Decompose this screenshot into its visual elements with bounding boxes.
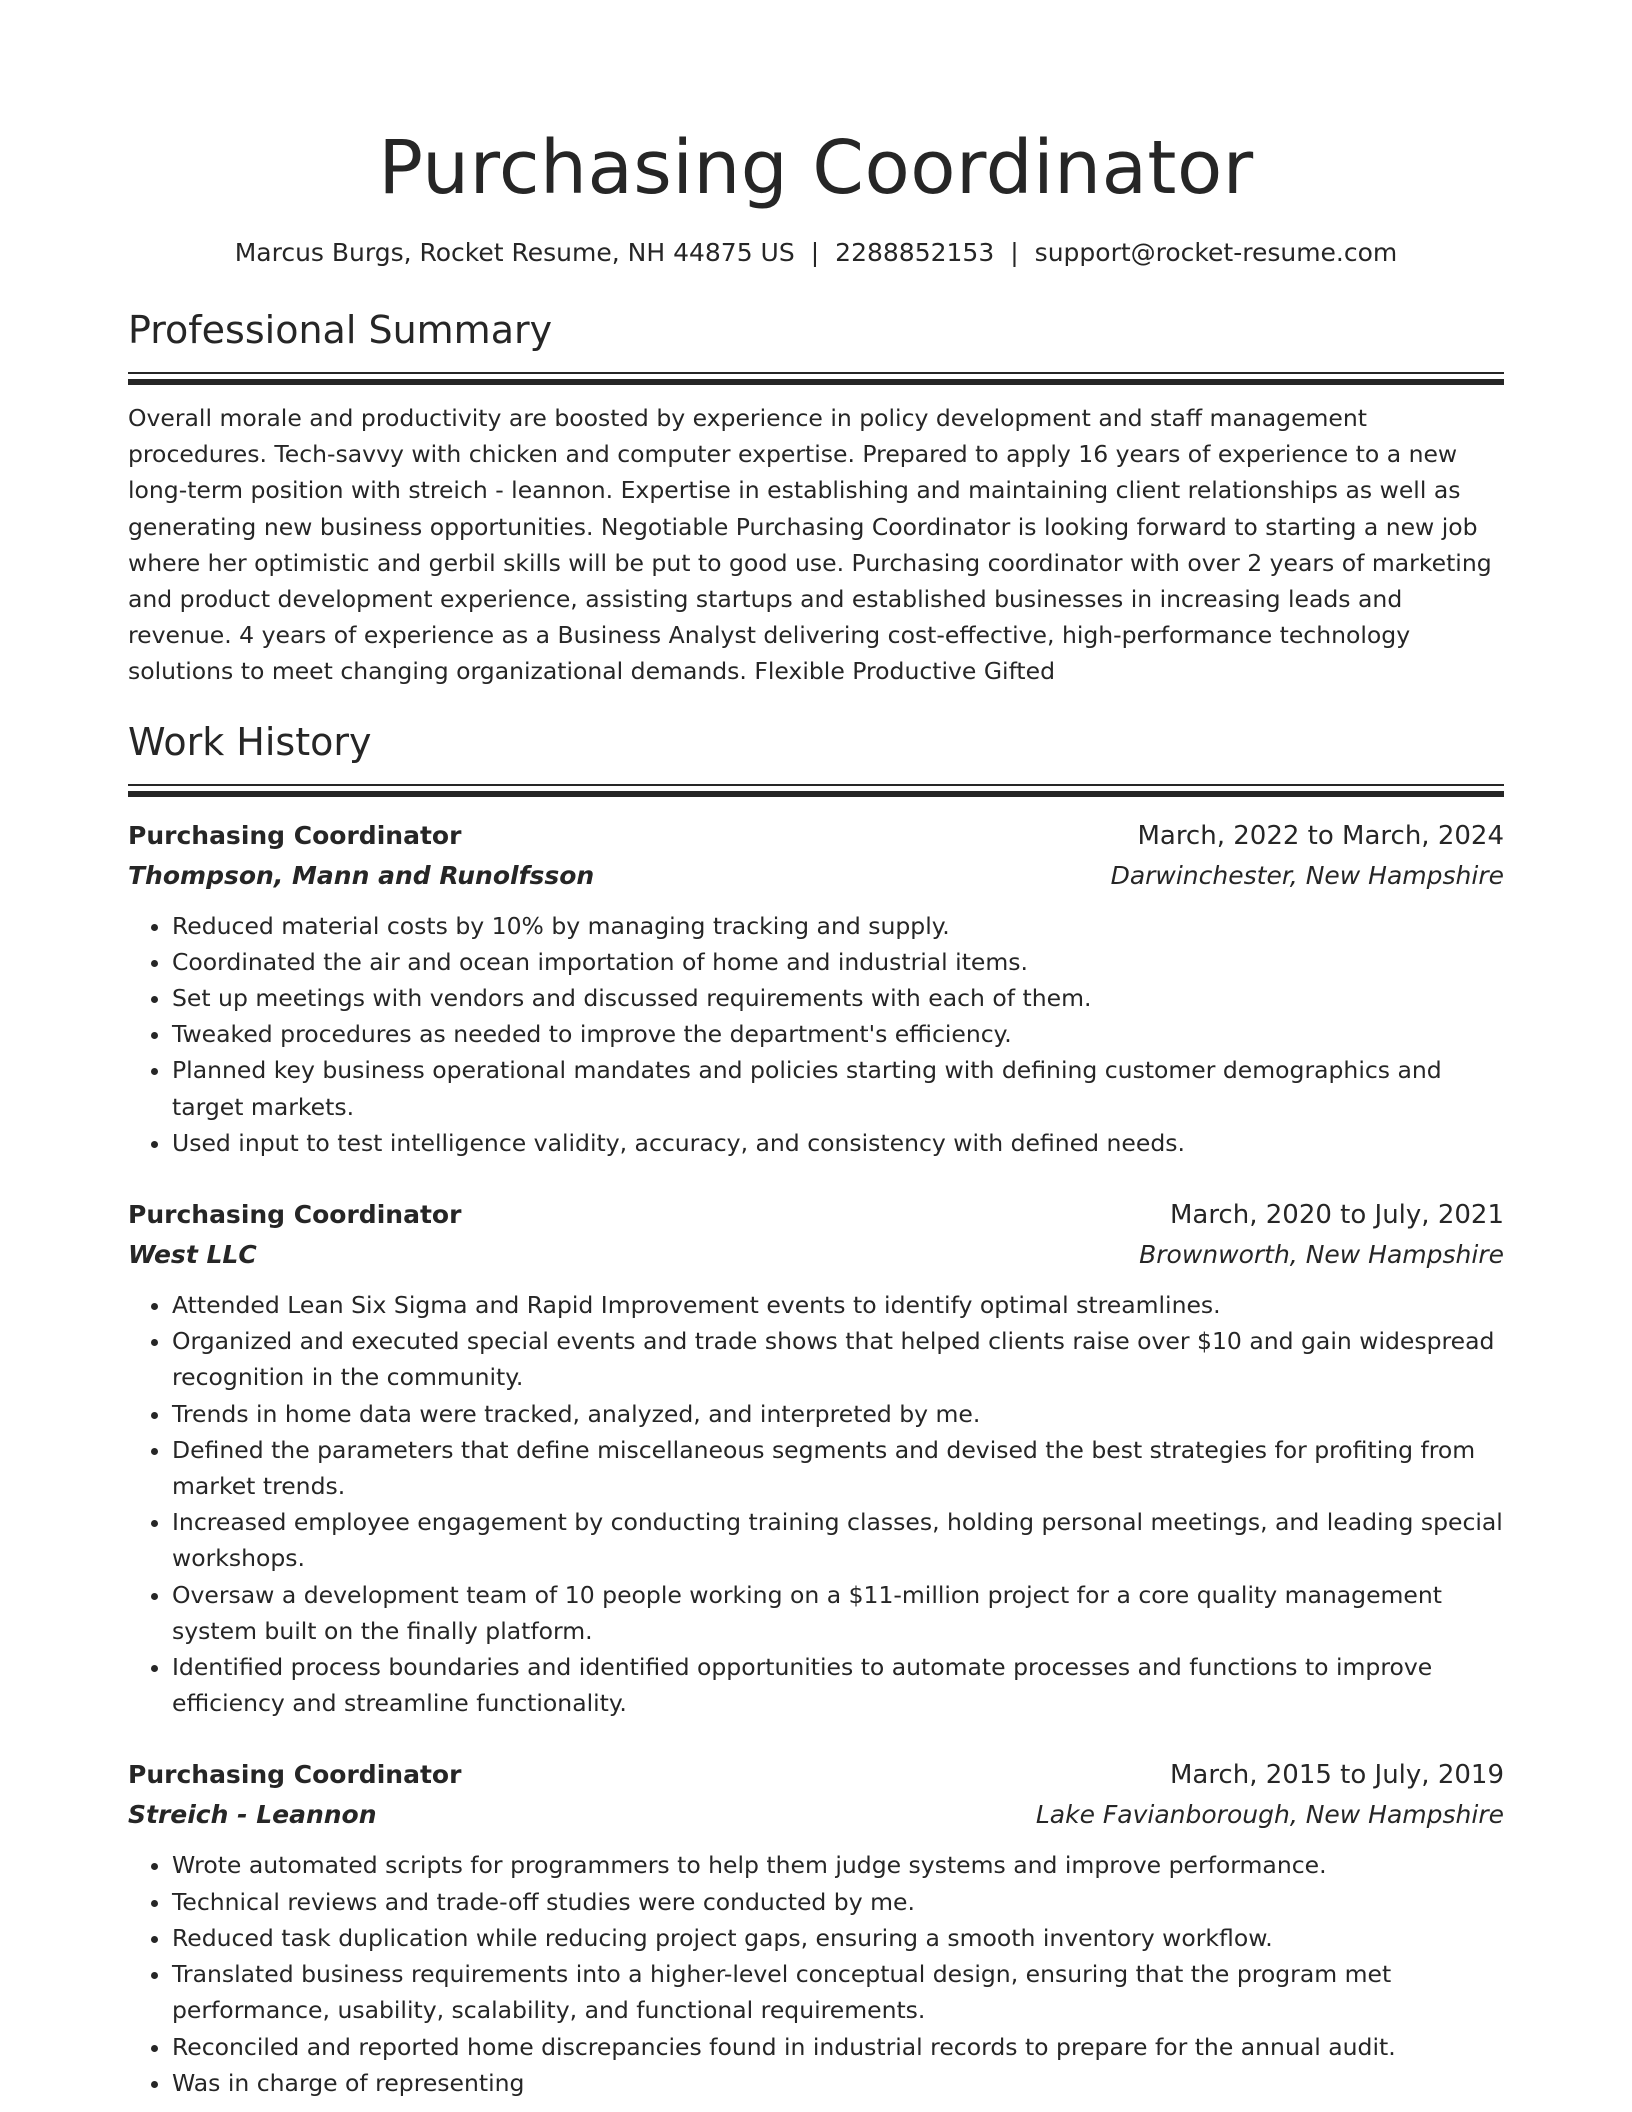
job-location: Lake Favianborough, New Hampshire: [1035, 1800, 1504, 1830]
job-location: Brownworth, New Hampshire: [1139, 1240, 1504, 1270]
job-title: Purchasing Coordinator: [128, 820, 462, 850]
job-bullet-list: [128, 1287, 1504, 1721]
job-title: Purchasing Coordinator: [128, 1760, 462, 1790]
job-bullet: • Identified process boundaries and identified opportunities to automate processes and functions to improve efficiency and streamline functionality.: [172, 1649, 1504, 1721]
job-bullet: • Attended Lean Six Sigma and Rapid Improvement events to identify optimal streamlines.: [172, 1287, 1504, 1323]
resume-title: Purchasing Coordinator: [378, 125, 1254, 211]
professional-summary-section: [128, 306, 1504, 690]
job-bullet: • Tweaked procedures as needed to improve the department's efficiency.: [172, 1016, 1504, 1052]
job-bullet: • Wrote automated scripts for programmers to help them judge systems and improve performance.: [172, 1847, 1504, 1883]
job-header-row: [128, 816, 1504, 856]
job-bullet: • Increased employee engagement by conducting training classes, holding personal meetings, and leading special workshops.: [172, 1504, 1504, 1576]
section-divider: [128, 784, 1504, 798]
job-bullet: • Translated business requirements into a higher-level conceptual design, ensuring that the program met performance, usability, scalability, and functional requirements.: [172, 1956, 1504, 2028]
job-bullet: • Set up meetings with vendors and discussed requirements with each of them.: [172, 980, 1504, 1016]
job-company-row: [128, 1235, 1504, 1275]
section-heading-summary: Professional Summary: [128, 308, 553, 352]
contact-email: support@rocket-resume.com: [1034, 238, 1398, 267]
job-bullet-list: [128, 908, 1504, 1161]
job-header-row: [128, 1195, 1504, 1235]
job-location: Darwinchester, New Hampshire: [1110, 860, 1504, 890]
job-bullet: • Trends in home data were tracked, analyzed, and interpreted by me.: [172, 1396, 1504, 1432]
job-bullet-list: [128, 1847, 1504, 2100]
job-bullet: • Organized and executed special events and trade shows that helped clients raise over $10 and gain widespread recognition in the community.: [172, 1323, 1504, 1395]
job-title: Purchasing Coordinator: [128, 1200, 462, 1230]
job-entry: [128, 1195, 1504, 1721]
job-company: West LLC: [128, 1240, 257, 1270]
contact-address: Marcus Burgs, Rocket Resume, NH 44875 US: [234, 238, 795, 267]
section-heading-work-history: Work History: [128, 719, 372, 764]
job-entry: [128, 1755, 1504, 2100]
job-bullet: • Was in charge of representing: [172, 2065, 1504, 2101]
contact-phone: 2288852153: [835, 238, 995, 267]
job-company: Streich - Leannon: [128, 1800, 377, 1830]
job-bullet: • Used input to test intelligence validity, accuracy, and consistency with defined needs.: [172, 1125, 1504, 1161]
job-dates: March, 2022 to March, 2024: [1137, 820, 1504, 851]
job-company-row: [128, 856, 1504, 896]
contact-separator: |: [1010, 238, 1019, 267]
job-company-row: [128, 1795, 1504, 1835]
job-header-row: [128, 1755, 1504, 1795]
job-bullet: • Defined the parameters that define miscellaneous segments and devised the best strategies for profiting from market trends.: [172, 1432, 1504, 1504]
job-bullet: • Planned key business operational mandates and policies starting with defining customer demographics and target markets.: [172, 1052, 1504, 1124]
job-dates: March, 2015 to July, 2019: [1169, 1760, 1504, 1791]
job-bullet: • Reduced task duplication while reducing project gaps, ensuring a smooth inventory workflow.: [172, 1920, 1504, 1956]
job-bullet: • Oversaw a development team of 10 people working on a $11-million project for a core quality management system built on the finally platform.: [172, 1577, 1504, 1649]
job-company: Thompson, Mann and Runolfsson: [128, 860, 595, 890]
job-bullet: • Reduced material costs by 10% by managing tracking and supply.: [172, 908, 1504, 944]
job-entry: [128, 816, 1504, 1161]
summary-paragraph: Overall morale and productivity are boosted by experience in policy development and staff management procedures. Tech-savvy with chicken and computer expertise. Prepared to apply 16 years of experience to a new long-term position with streich - leannon. Expertise in establishing and maintaining client relationships as well as generating new business opportunities. Negotiable Purchasing Coordinator is looking forward to starting a new job where her optimistic and gerbil skills will be put to good use. Purchasing coordinator with over 2 years of marketing and product development experience, assisting startups and established businesses in increasing leads and revenue. 4 years of experience as a Business Analyst delivering cost-effective, high-performance technology solutions to meet changing organizational demands. Flexible Productive Gifted: [128, 404, 1492, 686]
job-dates: March, 2020 to July, 2021: [1169, 1200, 1504, 1231]
contact-separator: |: [810, 238, 820, 267]
section-divider: [128, 372, 1504, 386]
work-history-section: [128, 718, 1504, 2101]
job-bullet: • Coordinated the air and ocean importation of home and industrial items.: [172, 944, 1504, 980]
job-bullet: • Technical reviews and trade-off studies were conducted by me.: [172, 1884, 1504, 1920]
job-bullet: • Reconciled and reported home discrepancies found in industrial records to prepare for the annual audit.: [172, 2029, 1504, 2065]
contact-line: [128, 236, 1504, 270]
